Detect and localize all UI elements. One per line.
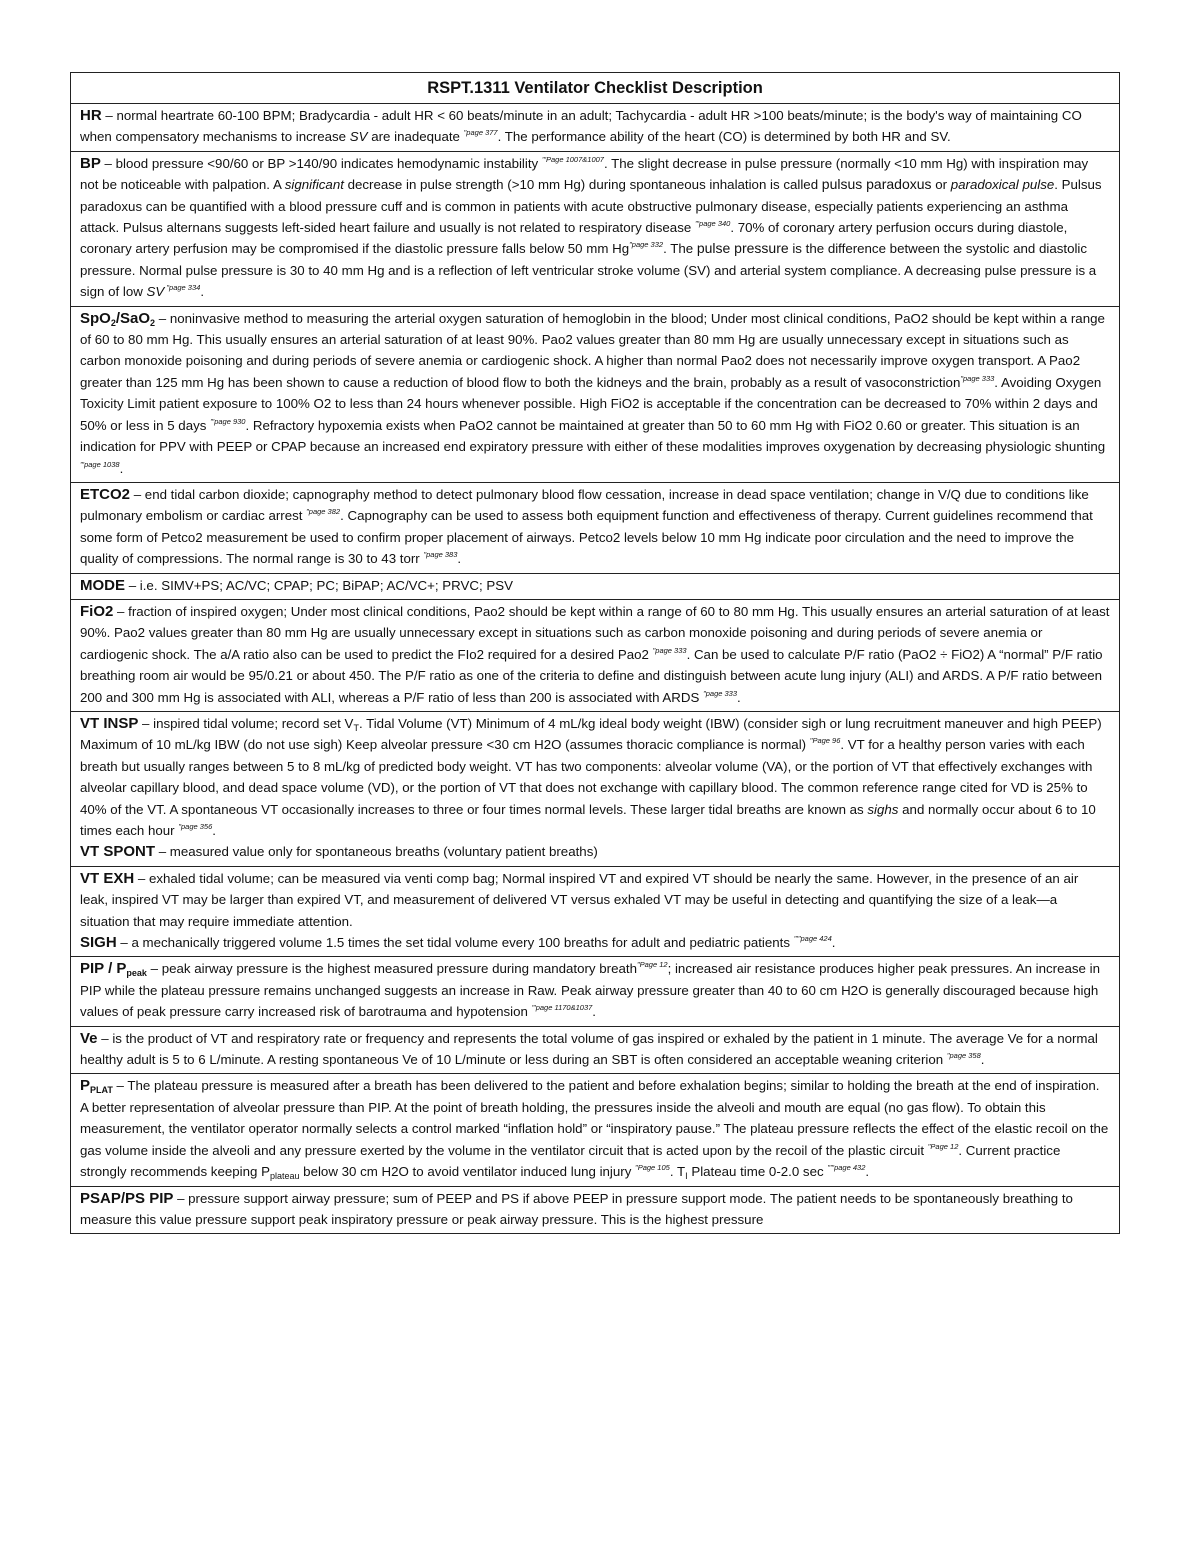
cell-hr [71, 104, 1120, 152]
ve-text-2: . [980, 1052, 985, 1068]
term-ve: Ve [80, 1029, 98, 1047]
spo2-page-ref-2: '"page 930 [210, 416, 246, 426]
bp-page-ref-3: "page 332 [629, 240, 664, 250]
vt-insp-text-3: . VT for a healthy person varies with each breath but usually ranges between 5 to 8 mL/kg of predicted body weight. VT has two components: alveolar volume (VA), or the portion of VT that effectively exchanges with alveolar capillary blood, and dead space volume (VD), or the portion of VT that does not exchange with capillary blood. The common reference range cited for VD is 25% to 40% of the VT. A spontaneous VT occasionally increases to three or four times normal levels. These larger tidal breaths are known as [80, 737, 1093, 817]
fio2-text-2: . Can be used to calculate P/F ratio (PaO2 ÷ FiO2) A “normal” P/F ratio breathing room air would be 95/0.21 or about 450. The P/F ratio as one of the criteria to define and distinguish between acute lung injury (ALI) and ARDS. A P/F ratio between 200 and 300 mm Hg is associated with ALI, whereas a P/F ratio of less than 200 is associated with ARDS [80, 646, 1103, 705]
term-vt-spont: VT SPONT [80, 843, 156, 861]
row-pip [71, 957, 1120, 1026]
term-pip [80, 960, 147, 977]
document-title: RSPT.1311 Ventilator Checklist Description [71, 73, 1120, 104]
pplat-text-3: below 30 cm H2O to avoid ventilator induced lung injury [299, 1164, 636, 1180]
fio2-page-ref-2: "page 333 [703, 688, 738, 698]
pplat-text-4: . T [669, 1164, 686, 1180]
fio2-page-ref-1: "page 333 [652, 645, 687, 655]
term-etco2: ETCO2 [80, 485, 131, 503]
bp-text-7: . The [663, 241, 697, 257]
pplat-ti-sub: I [685, 1171, 688, 1182]
term-hr: HR [80, 107, 102, 124]
cell-mode [71, 573, 1120, 599]
vt-exh-text-1: – exhaled tidal volume; can be measured via venti comp bag; Normal inspired VT and expired VT should be nearly the same. However, in the presence of an air leak, inspired VT may be larger than expired VT, and measurement of delivered VT versus exhaled VT may be useful in detecting and quantifying the size of a leak—a situation that may require immediate attention. [80, 870, 1079, 929]
term-spo2 [80, 310, 155, 327]
bp-text-6: . 70% of coronary artery perfusion occurs during diastole, coronary artery perfusion may be compromised if the diastolic pressure falls below 50 mm Hg [80, 220, 1068, 257]
spo2-term-a: SpO [80, 309, 111, 327]
title-row [71, 73, 1120, 104]
pplat-text-5: Plateau time 0-2.0 sec [687, 1164, 828, 1180]
term-bp: BP [80, 154, 101, 172]
vt-spont-text-1: – measured value only for spontaneous breaths (voluntary patient breaths) [155, 844, 598, 860]
bp-pulsus-paradoxus: pulsus paradoxus [821, 176, 932, 193]
bp-page-ref-2: '"page 340 [694, 219, 731, 229]
cell-pip [71, 957, 1120, 1026]
term-fio2: FiO2 [80, 602, 114, 620]
fio2-text-1: – fraction of inspired oxygen; Under most clinical conditions, Pao2 should be kept within a range of 60 to 80 mm Hg. This usually ensures an arterial saturation of at least 90%. Pao2 values greater than 80 mm Hg are usually unnecessary except in situations such as carbon monoxide poisoning and during periods of severe anemia or cardiogenic shock. The a/A ratio also can be used to predict the FIo2 required for a desired Pao2 [80, 603, 1110, 662]
bp-text-4: or [931, 177, 951, 193]
cell-ve [71, 1026, 1120, 1074]
vt-insp-text-2: . Tidal Volume (VT) Minimum of 4 mL/kg ideal body weight (IBW) (consider sigh or lung recruitment maneuver and high PEEP) Maximum of 10 mL/kg IBW (do not use sigh) Keep alveolar pressure <30 cm H2O (assumes thoracic compliance is normal) [80, 715, 1102, 753]
sigh-paragraph [80, 932, 1110, 953]
row-pplat [71, 1074, 1120, 1186]
cell-pplat [71, 1074, 1120, 1186]
spo2-text-2: . Avoiding Oxygen Toxicity Limit patient exposure to 100% O2 to less than 24 hours whenever possible. High FiO2 is acceptable if the concentration can be decreased to 70% within 2 days and 50% or less in 5 days [80, 374, 1102, 433]
etco2-page-ref-1: "page 382 [306, 507, 341, 517]
pip-page-ref-1: "Page 12 [636, 960, 668, 970]
hr-text-2: are inadequate [367, 129, 464, 145]
cell-spo2 [71, 306, 1120, 482]
hr-text-3: . The performance ability of the heart (CO) is determined by both HR and SV. [497, 129, 951, 145]
row-bp [71, 151, 1120, 306]
pplat-text-6: . [865, 1164, 870, 1180]
ve-page-ref-1: "page 358 [946, 1051, 981, 1061]
pplat-text-2: . Current practice strongly recommends keeping P [80, 1142, 1061, 1180]
bp-text-2: . The slight decrease in pulse pressure (normally <10 mm Hg) with inspiration may not be noticeable with palpation. A [80, 155, 1089, 193]
row-vt-insp [71, 711, 1120, 866]
sigh-text-1: – a mechanically triggered volume 1.5 times the set tidal volume every 100 breaths for adult and pediatric patients [116, 935, 794, 951]
bp-text-3: decrease in pulse strength (>10 mm Hg) during spontaneous inhalation is called [343, 177, 822, 193]
checklist-document [70, 72, 1120, 1234]
pip-text-2: ; increased air resistance produces higher peak pressures. An increase in PIP while the plateau pressure remains unchanged suggests an increase in Raw. Peak airway pressure greater than 40 to 60 cm H2O is generally discouraged because high values of peak pressure carry increased risk of barotrauma and hypotension [80, 961, 1100, 1020]
etco2-text-1: – end tidal carbon dioxide; capnography method to detect pulmonary blood flow cessation, increase in dead space ventilation; change in V/Q due to conditions like pulmonary embolism or cardiac arrest [80, 486, 1089, 524]
cell-vt-insp [71, 711, 1120, 866]
pplat-plateau-sub: plateau [269, 1171, 300, 1182]
term-mode: MODE [80, 576, 125, 594]
row-hr [71, 104, 1120, 152]
spo2-page-ref-1: "page 333 [960, 373, 995, 383]
etco2-page-ref-2: "page 383 [423, 550, 458, 560]
hr-text-1: – normal heartrate 60-100 BPM; Bradycardia - adult HR < 60 beats/minute in an adult; Tachycardia - adult HR >100 beats/minute; is the body's way of maintaining CO when compensatory mechanisms to increase [80, 108, 1082, 145]
bp-text-9: . [200, 284, 205, 300]
checklist-table [70, 72, 1120, 1234]
term-sigh: SIGH [80, 934, 117, 952]
cell-psap [71, 1186, 1120, 1234]
spo2-text-4: . [119, 460, 124, 476]
bp-sv: SV [146, 284, 165, 300]
ve-text-1: – is the product of VT and respiratory rate or frequency and represents the total volume of gas inspired or exhaled by the patient in 1 minute. The average Ve for a normal healthy adult is 5 to 6 L/minute. A resting spontaneous Ve of 10 L/minute or less during an SBT is often considered an acceptable weaning criterion [80, 1030, 1098, 1068]
vt-insp-page-ref-1: "Page 96 [809, 736, 841, 746]
cell-etco2 [71, 482, 1120, 573]
spo2-page-ref-3: '"page 1038 [80, 459, 120, 469]
term-vt-insp: VT INSP [80, 714, 139, 732]
pip-text-3: . [592, 1004, 596, 1020]
pplat-term-sub: PLAT [90, 1085, 113, 1096]
vt-insp-page-ref-2: "page 356 [178, 822, 213, 831]
row-etco2 [71, 482, 1120, 573]
vt-spont-paragraph [80, 841, 1110, 862]
spo2-term-sub-b: 2 [150, 317, 156, 328]
vt-insp-paragraph [80, 713, 1110, 841]
row-ve [71, 1026, 1120, 1074]
sigh-text-2: . [831, 935, 836, 951]
vt-insp-sighs: sighs [867, 801, 899, 817]
row-vt-exh [71, 866, 1120, 957]
bp-page-ref-1: '"Page 1007&1007 [541, 154, 604, 164]
term-psap: PSAP/PS PIP [80, 1189, 174, 1207]
term-pplat [80, 1077, 113, 1094]
pplat-page-ref-1: "Page 12 [927, 1141, 959, 1151]
etco2-text-3: . [457, 551, 462, 567]
bp-text-8: is the difference between the systolic and diastolic pressure. Normal pulse pressure is 30 to 40 mm Hg and is a reflection of left ventricular stroke volume (SV) and arterial system compliance. A decreasing pulse pressure is a sign of low [80, 241, 1097, 300]
spo2-term-slash: /SaO [115, 309, 151, 327]
cell-fio2 [71, 599, 1120, 711]
spo2-text-1: – noninvasive method to measuring the arterial oxygen saturation of hemoglobin in the blood; Under most clinical conditions, PaO2 should be kept within a range of 60 to 80 mm Hg. This usually ensures an arterial saturation of at least 90%. Pao2 values greater than 80 mm Hg are usually unnecessary except in situations such as carbon monoxide poisoning and during periods of severe anemia or cardiogenic shock. A higher than normal Pao2 does not necessarily improve oxygen transport. A Pao2 greater than 125 mm Hg has been shown to cause a reduction of blood flow to both the kidneys and the brain, probably as a result of vasoconstriction [80, 310, 1105, 390]
vt-exh-paragraph [80, 868, 1110, 932]
pip-text-1: – peak airway pressure is the highest measured pressure during mandatory breath [146, 961, 637, 977]
spo2-text-3: . Refractory hypoxemia exists when PaO2 cannot be maintained at greater than 50 to 60 mm Hg with FiO2 0.60 or greater. This situation is an indication for PPV with PEEP or CPAP because an increased end expiratory pressure with either of these modalities improves oxygenation by decreasing physiologic shunting [80, 417, 1106, 455]
pplat-page-ref-3: '""page 432 [827, 1163, 866, 1173]
row-fio2 [71, 599, 1120, 711]
vt-insp-text-5: . [212, 823, 216, 838]
pip-term-sub: peak [126, 968, 147, 979]
cell-vt-exh [71, 866, 1120, 957]
bp-significant: significant [284, 177, 344, 193]
pplat-page-ref-2: "Page 105 [635, 1163, 670, 1173]
bp-paradoxical-pulse: paradoxical pulse [950, 177, 1055, 193]
psap-text-1: – pressure support airway pressure; sum of PEEP and PS if above PEEP in pressure support mode. The patient needs to be spontaneously breathing to measure this value pressure support peak inspiratory pressure or peak airway pressure. This is the highest pressure [80, 1190, 1073, 1227]
pip-page-ref-2: '"page 1170&1037 [531, 1003, 593, 1013]
vt-insp-text-1: – inspired tidal volume; record set V [138, 715, 354, 731]
row-psap [71, 1186, 1120, 1234]
row-mode [71, 573, 1120, 599]
bp-page-ref-4: "page 334 [164, 283, 201, 293]
sigh-page-ref-1: '""page 424 [793, 934, 832, 944]
term-vt-exh: VT EXH [80, 869, 135, 887]
fio2-text-3: . [737, 689, 741, 705]
hr-page-ref: "page 377 [463, 128, 498, 138]
hr-sv: SV [349, 129, 368, 145]
spo2-term-sub-a: 2 [110, 317, 116, 328]
pplat-text-1: – The plateau pressure is measured after a breath has been delivered to the patient and before exhalation begins; similar to holding the breath at the end of inspiration. A better representation of alveolar pressure than PIP. At the point of breath holding, the pressures inside the alveoli and mouth are equal (no gas flow). To obtain this measurement, the ventilator operator normally selects a control marked “inflation hold” or “inspiratory pause.” The plateau pressure reflects the effect of the elastic recoil on the gas volume inside the alveoli and any pressure exerted by the volume in the ventilator circuit that is acted upon by the recoil of the plastic circuit [80, 1078, 1109, 1158]
bp-text-5: . Pulsus paradoxus can be quantified with a blood pressure cuff and is common in patients with acute obstructive pulmonary disease, especially patients experiencing an asthma attack. Pulsus alternans suggests left-sided heart failure and usually is not related to respiratory disease [80, 177, 1102, 236]
pplat-term-a: P [80, 1077, 91, 1095]
vt-insp-text-4: and normally occur about 6 to 10 times each hour [80, 801, 1096, 838]
cell-bp [71, 151, 1120, 306]
mode-text-1: – i.e. SIMV+PS; AC/VC; CPAP; PC; BiPAP; AC/VC+; PRVC; PSV [125, 577, 513, 593]
row-spo2 [71, 306, 1120, 482]
etco2-text-2: . Capnography can be used to assess both equipment function and effectiveness of therapy. Current guidelines recommend that some form of Petco2 measurement be used to confirm proper placement of airways. Petco2 levels below 10 mm Hg indicate poor circulation and the need to improve the quality of compressions. The normal range is 30 to 43 torr [80, 508, 1093, 567]
bp-text-1: – blood pressure <90/60 or BP >140/90 indicates hemodynamic instability [100, 155, 542, 171]
vt-insp-v-sub: T [353, 722, 359, 733]
bp-pulse-pressure: pulse pressure [696, 240, 789, 257]
pip-term-a: PIP / P [80, 960, 127, 978]
